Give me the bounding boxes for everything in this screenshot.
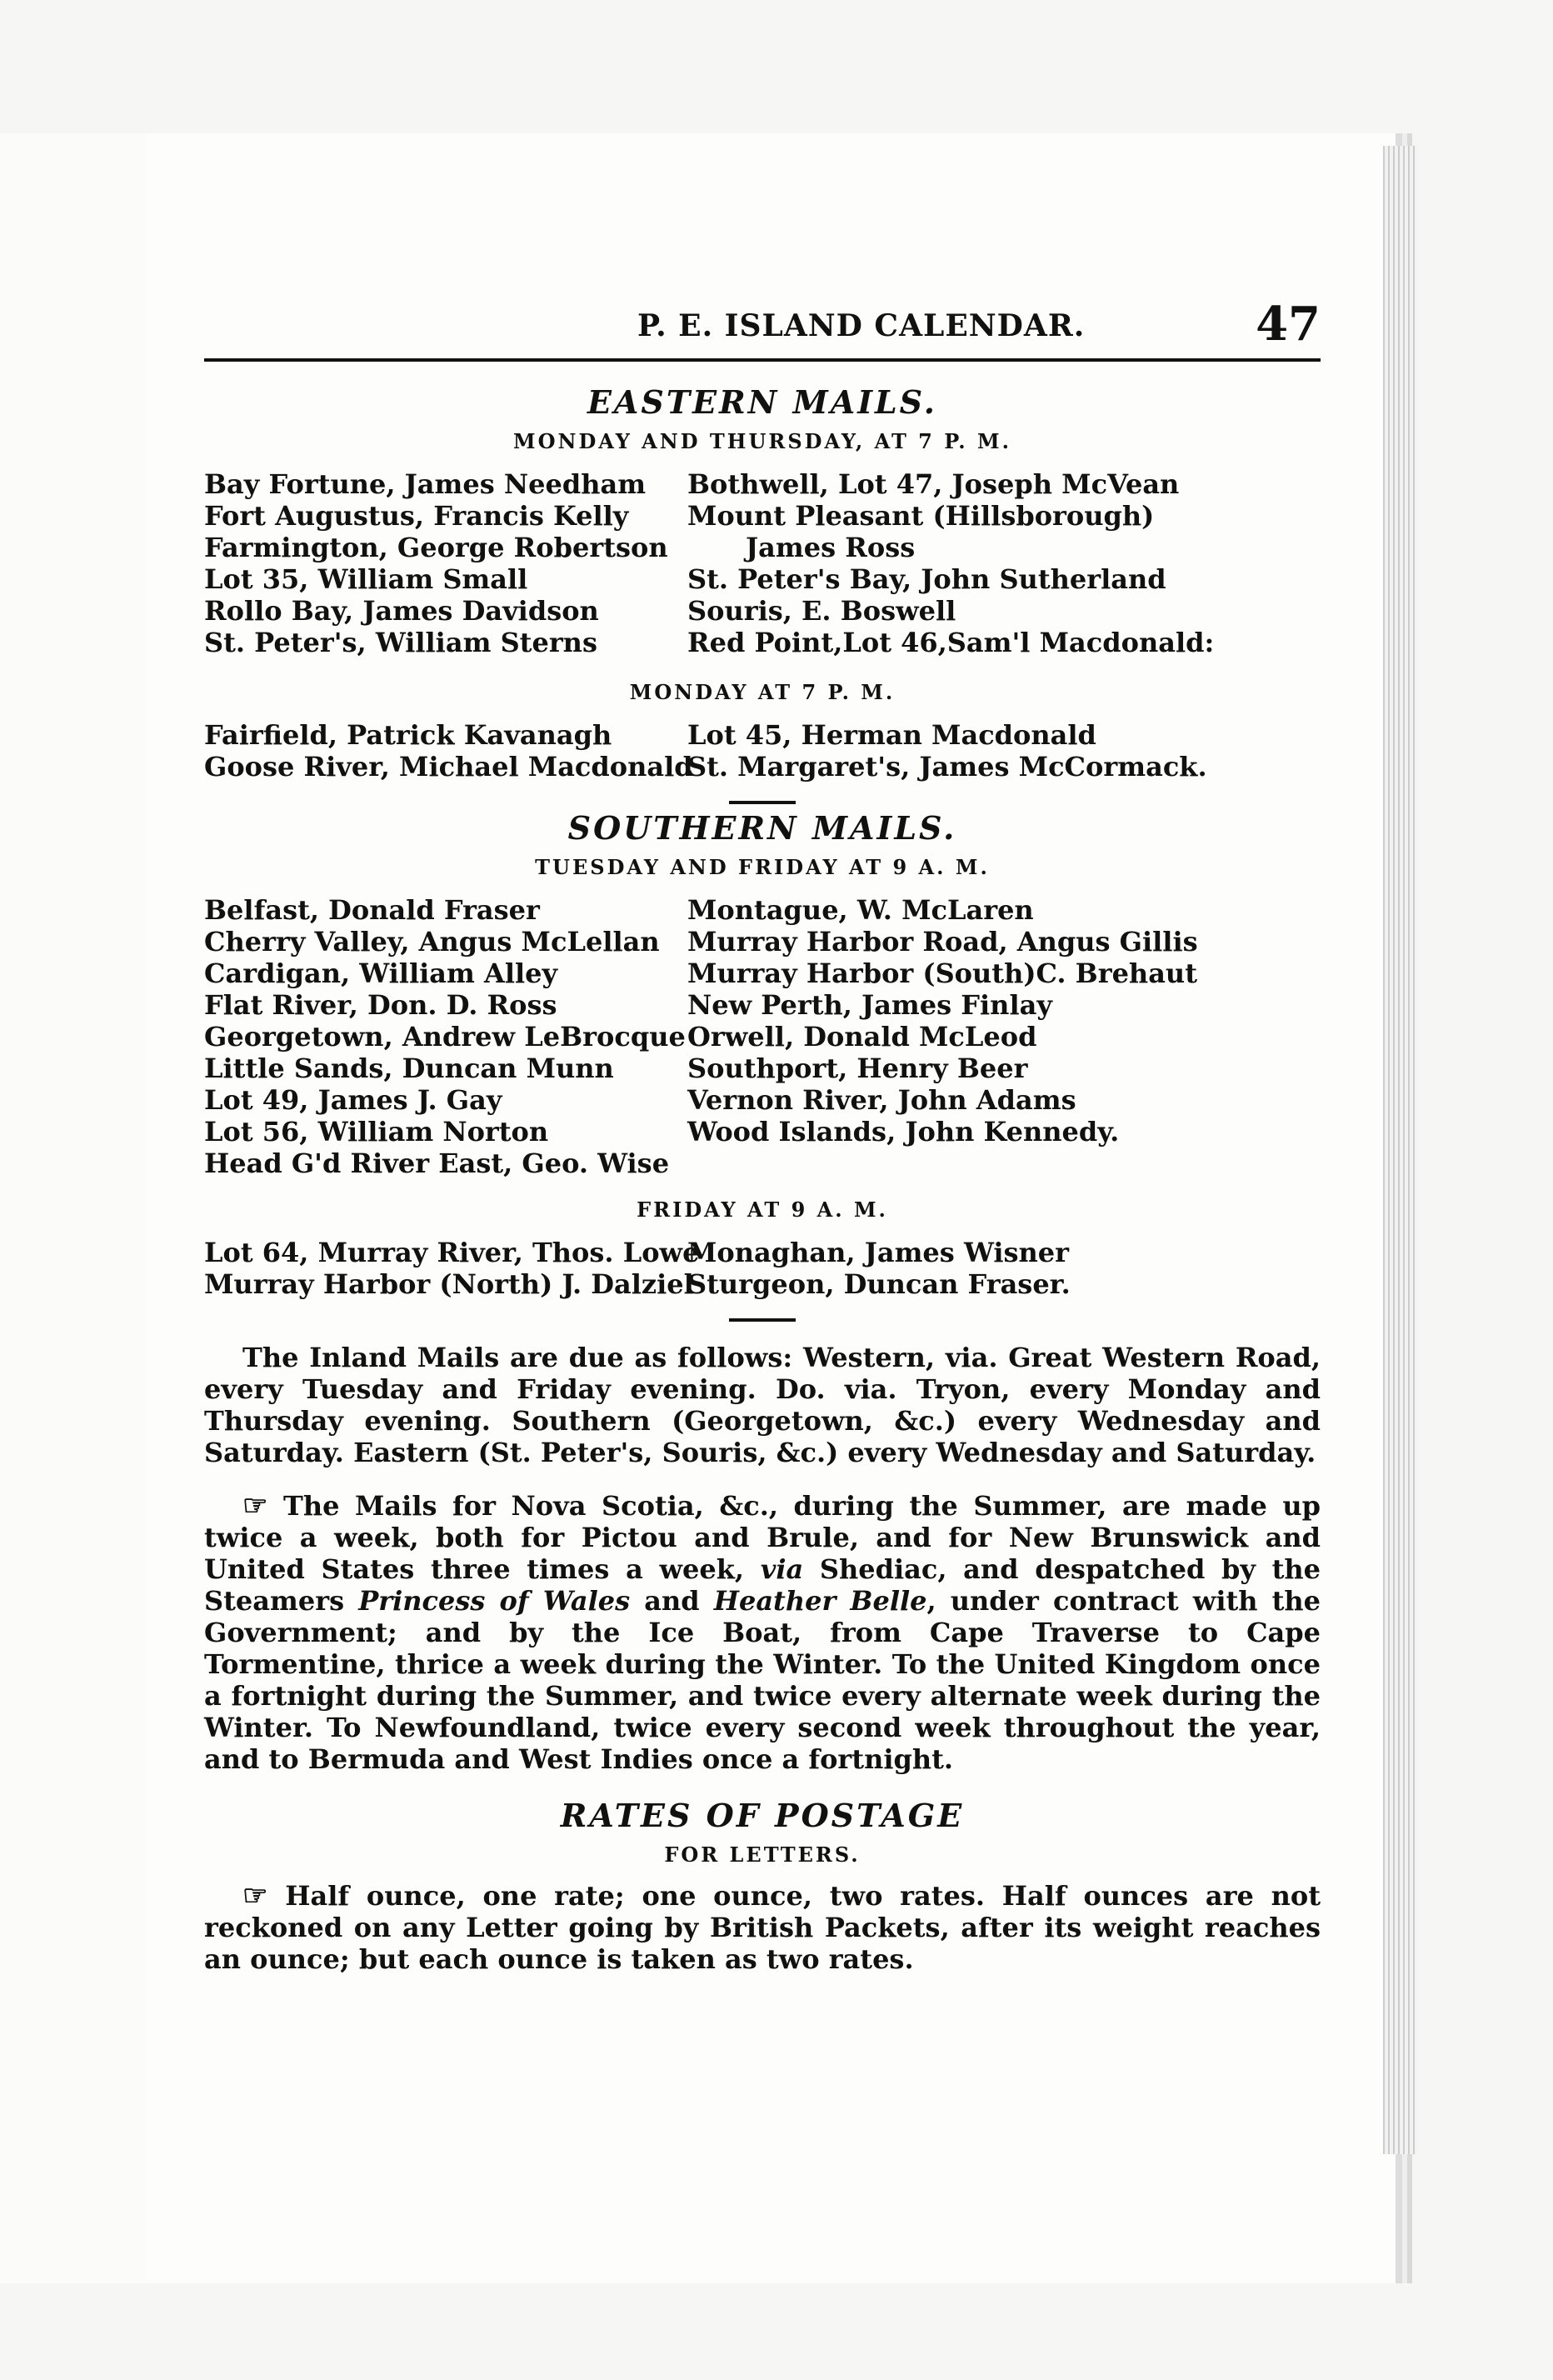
list-item: Vernon River, John Adams: [687, 1084, 1076, 1116]
facing-page: [0, 133, 157, 2283]
list-item: Mount Pleasant (Hillsborough): [687, 500, 1155, 532]
divider: [729, 1318, 796, 1322]
mails-notice: ☞ The Mails for Nova Scotia, &c., during the Summer, are made up twice a week, both for Pictou and Brule, and for New Brunswick and United States three times a week, via Shediac, and despatched by the Steamers Princess of Wales and Heather Belle, under contract with the Government; and by the Ice Boat, from Cape Traverse to Cape Tormentine, thrice a week during the Winter. To the United Kingdom once a fortnight during the Summer, and twice every alternate week during the Winter. To Newfoundland, twice every second week throughout the year, and to Bermuda and West Indies once a fortnight.: [204, 1489, 1321, 1775]
pointing-hand-icon: ☞: [242, 1879, 268, 1912]
list-item: Rollo Bay, James Davidson: [204, 595, 599, 627]
list-item: Belfast, Donald Fraser: [204, 894, 540, 926]
list-item: Montague, W. McLaren: [687, 894, 1034, 926]
inland-mails-notice: The Inland Mails are due as follows: Western, via. Great Western Road, every Tuesday and Friday evening. Do. via. Tryon, every Monday and Thursday evening. Southern (Georgetown, &c.) every Wednesday and Saturday. Eastern (St. Peter's, Souris, &c.) every Wednesday and Saturday.: [204, 1342, 1321, 1468]
eastern-mails-title: EASTERN MAILS.: [587, 383, 938, 421]
running-title: P. E. ISLAND CALENDAR.: [637, 308, 1086, 343]
list-item: Lot 35, William Small: [204, 563, 528, 595]
list-item: Murray Harbor Road, Angus Gillis: [687, 926, 1198, 958]
running-head: [204, 297, 1321, 362]
list-item: Murray Harbor (South)C. Brehaut: [687, 958, 1197, 989]
list-item: Wood Islands, John Kennedy.: [687, 1116, 1120, 1148]
pointing-hand-icon: ☞: [242, 1489, 268, 1522]
list-item: Farmington, George Robertson: [204, 532, 668, 563]
list-item: Sturgeon, Duncan Fraser.: [687, 1268, 1071, 1300]
list-item: Cherry Valley, Angus McLellan: [204, 926, 660, 958]
list-item: Bay Fortune, James Needham: [204, 468, 647, 500]
southern-mails-title: SOUTHERN MAILS.: [567, 809, 957, 847]
southern-schedule-1: TUESDAY AND FRIDAY AT 9 A. M.: [535, 855, 990, 879]
list-item: Red Point,Lot 46,Sam'l Macdonald:: [687, 627, 1215, 658]
page-edges: [1383, 146, 1416, 2154]
list-item: Georgetown, Andrew LeBrocque: [204, 1021, 686, 1052]
list-item: Souris, E. Boswell: [687, 595, 956, 627]
eastern-group-2: [204, 719, 1321, 782]
eastern-schedule-2: MONDAY AT 7 P. M.: [629, 680, 896, 704]
list-item: St. Margaret's, James McCormack.: [687, 751, 1207, 782]
postage-notice: ☞ Half ounce, one rate; one ounce, two rates. Half ounces are not reckoned on any Letter going by British Packets, after its weight reaches an ounce; but each ounce is taken as two rates.: [204, 1879, 1321, 1975]
list-item: New Perth, James Finlay: [687, 989, 1052, 1021]
list-item: Little Sands, Duncan Munn: [204, 1052, 614, 1084]
rates-subtitle: FOR LETTERS.: [664, 1842, 861, 1867]
list-item: Lot 45, Herman Macdonald: [687, 719, 1096, 751]
eastern-group-1: [204, 468, 1321, 658]
list-item: Lot 49, James J. Gay: [204, 1084, 502, 1116]
list-item: St. Peter's, William Sterns: [204, 627, 597, 658]
southern-group-2: [204, 1237, 1321, 1300]
list-item: Flat River, Don. D. Ross: [204, 989, 557, 1021]
list-item: Goose River, Michael Macdonald: [204, 751, 693, 782]
list-item: Head G'd River East, Geo. Wise: [204, 1148, 670, 1179]
list-item: Bothwell, Lot 47, Joseph McVean: [687, 468, 1180, 500]
rates-of-postage-title: RATES OF POSTAGE: [560, 1797, 965, 1834]
list-item: St. Peter's Bay, John Sutherland: [687, 563, 1166, 595]
list-item: Lot 56, William Norton: [204, 1116, 549, 1148]
list-item: Orwell, Donald McLeod: [687, 1021, 1037, 1052]
southern-schedule-2: FRIDAY AT 9 A. M.: [637, 1198, 888, 1222]
eastern-schedule-1: MONDAY AND THURSDAY, AT 7 P. M.: [513, 429, 1011, 453]
page-number: 47: [1256, 297, 1321, 352]
page-content: [204, 297, 1321, 1975]
southern-group-1: [204, 894, 1321, 1179]
list-item: Cardigan, William Alley: [204, 958, 558, 989]
list-item: Murray Harbor (North) J. Dalziel: [204, 1268, 694, 1300]
list-item: James Ross: [746, 532, 916, 563]
list-item: Monaghan, James Wisner: [687, 1237, 1069, 1268]
divider: [729, 801, 796, 804]
list-item: Southport, Henry Beer: [687, 1052, 1028, 1084]
list-item: Lot 64, Murray River, Thos. Lowe: [204, 1237, 700, 1268]
list-item: Fort Augustus, Francis Kelly: [204, 500, 629, 532]
list-item: Fairfield, Patrick Kavanagh: [204, 719, 612, 751]
